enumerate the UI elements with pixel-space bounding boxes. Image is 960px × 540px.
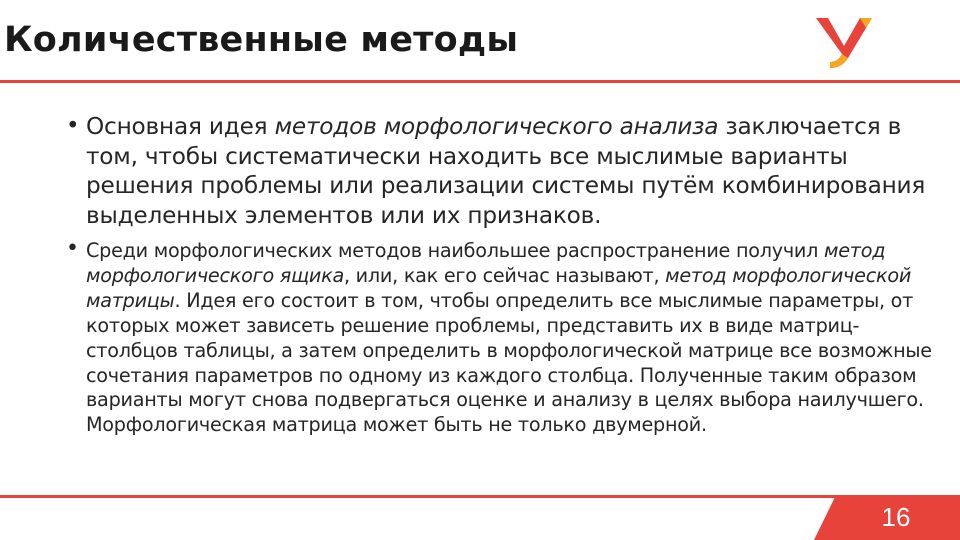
text-segment-italic: метод морфологического ящика <box>86 239 886 287</box>
slide-title: Количественные методы <box>4 20 519 60</box>
bullet-1-text <box>86 113 925 229</box>
bullet-2-text <box>86 239 932 436</box>
title-divider <box>0 80 960 83</box>
page-number: 16 <box>881 502 911 532</box>
text-segment: , или, как его сейчас называют, <box>343 263 666 287</box>
text-segment: Среди морфологических методов наибольшее распространение получил <box>86 239 825 262</box>
bullet-marker: • <box>66 113 80 139</box>
footer-divider <box>0 495 960 498</box>
text-segment: Основная идея <box>86 113 275 140</box>
bullet-marker: • <box>66 236 79 261</box>
bullet-item-2 <box>66 236 946 438</box>
text-segment: . Идея его состоит в том, чтобы определить все мыслимые параметры, от которых может зависеть решение проблемы, представить их в виде матриц-столбцов таблицы, а затем определить в морфологической матрице все возможные сочетания параметров по одному из каждого столбца. Полученные таким образом варианты могут снова подвергаться оценке и анализу в целях выбора наилучшего. Морфологическая матрица может быть не только двумерной. <box>86 288 932 437</box>
slide-body <box>66 112 946 438</box>
university-logo-icon <box>808 12 878 70</box>
bullet-item-1 <box>66 112 946 230</box>
text-segment: заключается в том, чтобы систематически находить все мыслимые варианты решения проблемы или реализации системы путём комбинирования выделенных элементов или их признаков. <box>86 113 926 229</box>
text-segment-italic: метод морфологической матрицы <box>86 263 912 312</box>
text-segment-italic: методов морфологического анализа <box>274 113 719 140</box>
